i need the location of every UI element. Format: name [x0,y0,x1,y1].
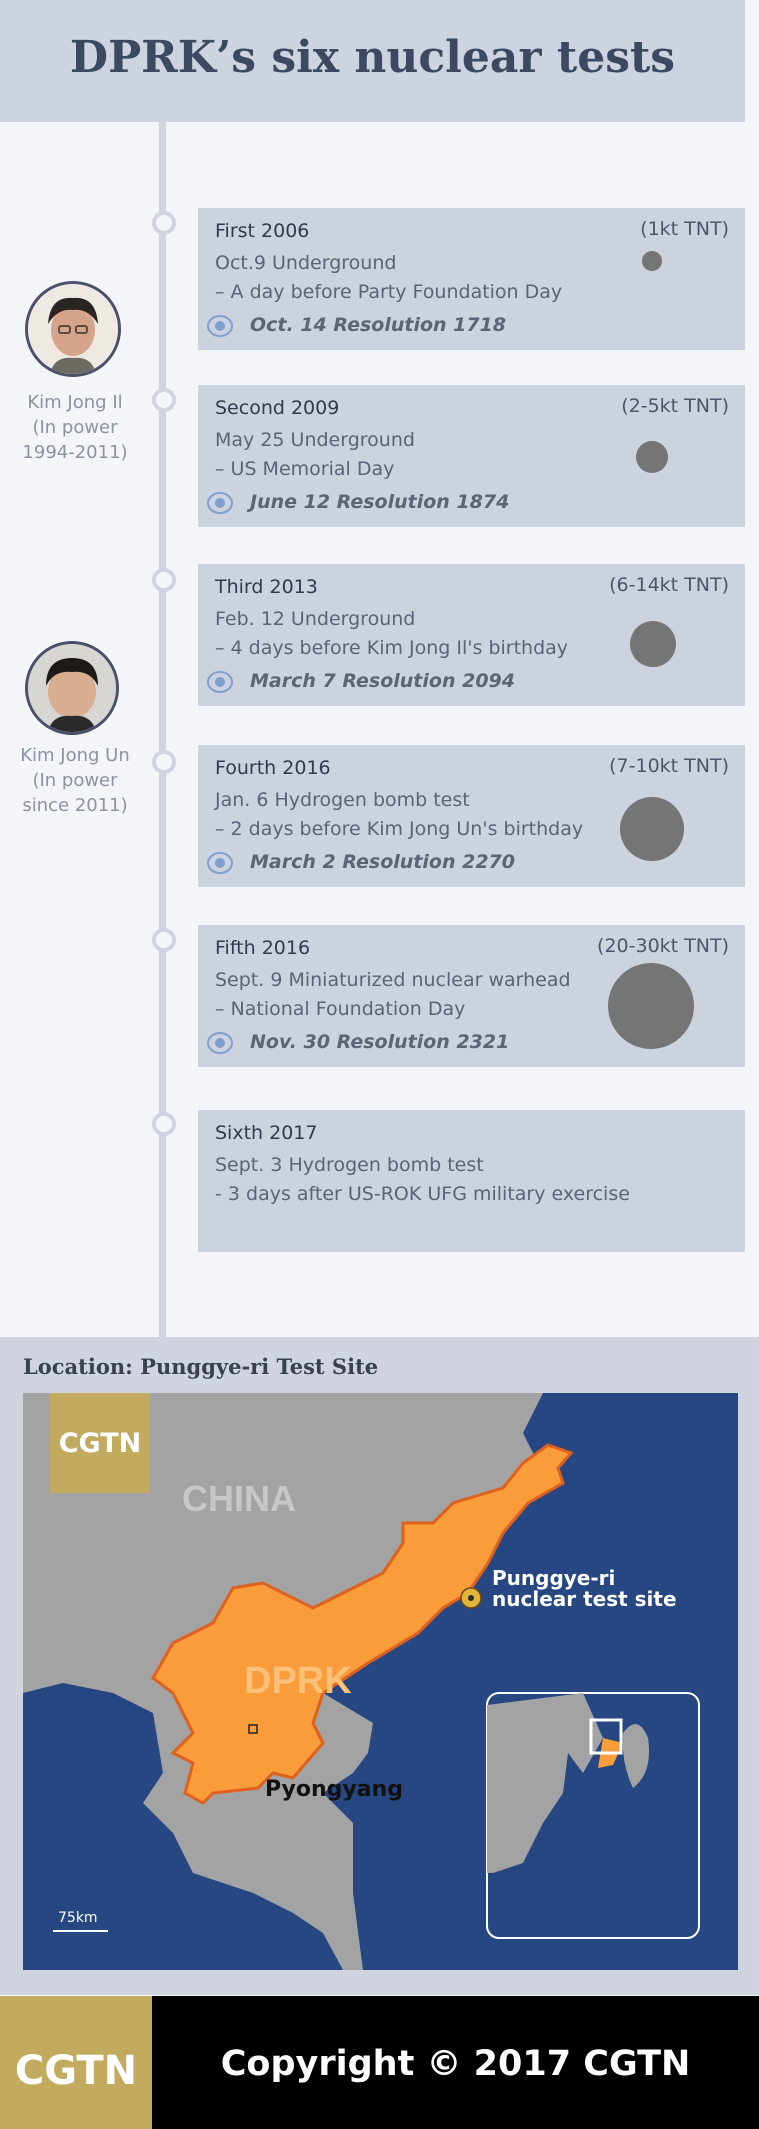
test-date: Sept. 3 Hydrogen bomb test [215,1154,484,1176]
un-resolution: March 7 Resolution 2094 [250,670,515,692]
timeline-spine [159,122,166,1337]
footer-logo: CGTN [14,2048,138,2094]
test-note: - 3 days after US-ROK UFG military exercise [215,1183,630,1205]
copyright-text: Copyright © 2017 CGTN [220,2044,691,2084]
blast-size-circle [642,251,662,271]
china-label: CHINA [182,1478,296,1519]
leader-tenure: (In power [32,417,118,438]
blast-size-circle [636,441,668,473]
dprk-label: DPRK [244,1660,352,1702]
test-date: Feb. 12 Underground [215,608,416,630]
avatar-kim-jong-un [25,641,119,735]
un-resolution: Oct. 14 Resolution 1718 [250,314,507,336]
test-date: Jan. 6 Hydrogen bomb test [215,789,470,811]
test-heading: Third 2013 [215,576,318,598]
leader-label-kim-jong-un [0,743,150,818]
un-resolution: March 2 Resolution 2270 [250,851,515,873]
leader-tenure: (In power [32,770,118,791]
test-card-sixth [198,1110,745,1252]
test-note: – 4 days before Kim Jong Il's birthday [215,637,569,659]
test-heading: Fifth 2016 [215,937,311,959]
test-site-label [492,1568,677,1610]
timeline-dot [152,211,176,235]
test-note: – 2 days before Kim Jong Un's birthday [215,818,584,840]
test-site-desc: nuclear test site [492,1587,677,1611]
test-card-fifth [198,925,745,1067]
test-heading: Second 2009 [215,397,340,419]
leader-name: Kim Jong Un [20,745,130,766]
test-site-name: Punggye-ri [492,1566,616,1590]
blast-size-circle [620,797,684,861]
blast-size-circle [630,621,676,667]
test-note: – US Memorial Day [215,458,395,480]
leader-label-kim-jong-il [0,390,150,465]
timeline-dot [152,928,176,952]
blast-size-circle [608,963,694,1049]
timeline-dot [152,1112,176,1136]
location-label: Location: Punggye-ri Test Site [23,1354,379,1379]
test-heading: First 2006 [215,220,310,242]
un-resolution: Nov. 30 Resolution 2321 [250,1031,510,1053]
avatar-kim-jong-il [25,281,121,377]
test-card-third [198,564,745,706]
test-yield: (20-30kt TNT) [597,935,729,957]
capital-label: Pyongyang [265,1777,403,1802]
test-card-second [198,385,745,527]
test-yield: (6-14kt TNT) [609,574,729,596]
test-note: – National Foundation Day [215,998,466,1020]
test-date: Sept. 9 Miniaturized nuclear warhead [215,969,571,991]
timeline-dot [152,750,176,774]
un-resolution: June 12 Resolution 1874 [250,491,510,513]
leader-name: Kim Jong Il [27,392,123,413]
un-emblem-icon [206,314,234,338]
un-emblem-icon [206,851,234,875]
scale-label: 75km [58,1910,98,1926]
test-card-first [198,208,745,350]
un-emblem-icon [206,1031,234,1055]
test-heading: Fourth 2016 [215,757,331,779]
leader-tenure: 1994-2011) [22,442,128,463]
map-logo: CGTN [58,1428,142,1459]
test-yield: (2-5kt TNT) [621,395,729,417]
test-yield: (1kt TNT) [640,218,729,240]
leader-tenure: since 2011) [22,795,128,816]
test-card-fourth [198,745,745,887]
timeline-dot [152,568,176,592]
un-emblem-icon [206,491,234,515]
timeline-dot [152,388,176,412]
test-yield: (7-10kt TNT) [609,755,729,777]
test-heading: Sixth 2017 [215,1122,318,1144]
un-emblem-icon [206,670,234,694]
test-date: May 25 Underground [215,429,415,451]
test-date: Oct.9 Underground [215,252,397,274]
test-note: – A day before Party Foundation Day [215,281,563,303]
page-title: DPRK’s six nuclear tests [69,32,676,83]
